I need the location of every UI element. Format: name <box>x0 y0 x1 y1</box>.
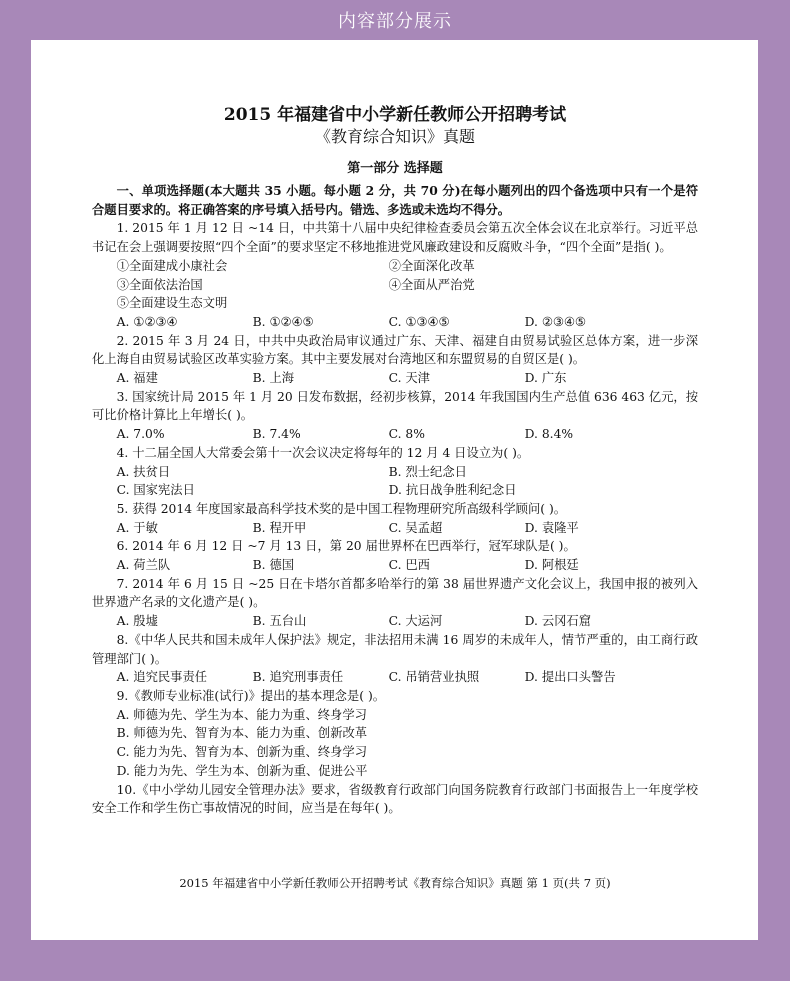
page-footer: 2015 年福建省中小学新任教师公开招聘考试《教育综合知识》真题 第 1 页(共 7 页) <box>179 876 611 890</box>
question-5-stem: 5. 获得 2014 年度国家最高科学技术奖的是中国工程物理研究所高级科学顾问( )。 <box>116 501 567 516</box>
question-1-options <box>92 313 698 332</box>
option: D. 云冈石窟 <box>524 614 592 629</box>
question-2-options <box>92 369 698 388</box>
option: A. 福建 <box>116 371 158 386</box>
list-item: ②全面深化改革 <box>388 258 475 273</box>
question-3-stem: 3. 国家统计局 2015 年 1 月 20 日发布数据，经初步核算，2014 年我国国内生产总值 636 463 亿元，按可比价格计算比上年增长( )。 <box>92 389 698 423</box>
option: A. 殷墟 <box>116 614 158 629</box>
question-6-options <box>92 556 698 575</box>
option: B. ①②④⑤ <box>252 314 314 329</box>
option: A. 荷兰队 <box>116 558 171 573</box>
question-8-stem: 8.《中华人民共和国未成年人保护法》规定，非法招用未满 16 周岁的未成年人，情节严重的，由工商行政管理部门( )。 <box>92 632 698 666</box>
option: B. 师德为先、智育为本、能力为重、创新改革 <box>116 726 368 741</box>
option: A. 于敏 <box>116 520 158 535</box>
question-6-stem: 6. 2014 年 6 月 12 日 ~7 月 13 日，第 20 届世界杯在巴西举行，冠军球队是( )。 <box>116 539 576 554</box>
question-3-options <box>92 425 698 444</box>
question-4-options <box>92 463 698 482</box>
question-10-stem: 10.《中小学幼儿园安全管理办法》要求，省级教育行政部门向国务院教育行政部门书面报告上一年度学校安全工作和学生伤亡事故情况的时间，应当是在每年( )。 <box>92 782 698 816</box>
option: D. ②③④⑤ <box>524 314 586 329</box>
option: C. 能力为先、智育为本、创新为重、终身学习 <box>116 745 368 760</box>
option: A. ①②③④ <box>116 314 178 329</box>
option: C. 天津 <box>388 371 430 386</box>
instructions: 一、单项选择题(本大题共 35 小题。每小题 2 分，共 70 分)在每小题列出的四个备选项中只有一个是符合题目要求的。将正确答案的序号填入括号内。错选、多选或未选均不得分。 <box>92 183 698 217</box>
question-7-stem: 7. 2014 年 6 月 15 日 ~25 日在卡塔尔首都多哈举行的第 38 届世界遗产文化会议上，我国申报的被列入世界遗产名录的文化遗产是( )。 <box>92 576 698 610</box>
option: B. 烈士纪念日 <box>388 464 467 479</box>
question-2-stem: 2. 2015 年 3 月 24 日，中共中央政治局审议通过广东、天津、福建自由贸易试验区总体方案，进一步深化上海自由贸易试验区改革实验方案。其中主要发展对台湾地区和东盟贸易的自贸区是( )。 <box>92 333 698 367</box>
option: C. 吴孟超 <box>388 520 443 535</box>
list-item: ⑤全面建设生态文明 <box>116 296 228 311</box>
option: D. 能力为先、学生为本、创新为重、促进公平 <box>116 763 368 778</box>
option: B. 程开甲 <box>252 520 307 535</box>
question-5-options <box>92 519 698 538</box>
section-heading: 第一部分 选择题 <box>347 161 443 176</box>
document-content <box>92 64 698 818</box>
option: A. 扶贫日 <box>116 464 171 479</box>
question-1-stem: 1. 2015 年 1 月 12 日 ~14 日，中共第十八届中央纪律检查委员会第五次全体会议在北京举行。习近平总书记在会上强调要按照“四个全面”的要求坚定不移地推进党风廉政建设和反腐败斗争，“四个全面”是指( )。 <box>92 221 698 255</box>
option: C. ①③④⑤ <box>388 314 450 329</box>
option: B. 德国 <box>252 558 295 573</box>
question-4-options <box>92 481 698 500</box>
question-4-stem: 4. 十二届全国人大常委会第十一次会议决定将每年的 12 月 4 日设立为( )。 <box>116 445 530 460</box>
list-item: ①全面建成小康社会 <box>116 258 228 273</box>
option: B. 五台山 <box>252 614 307 629</box>
banner-title: 内容部分展示 <box>338 11 452 32</box>
question-7-options <box>92 612 698 631</box>
option: C. 巴西 <box>388 558 430 573</box>
question-9-stem: 9.《教师专业标准(试行)》提出的基本理念是( )。 <box>116 688 386 703</box>
option: C. 国家宪法日 <box>116 483 195 498</box>
option: D. 阿根廷 <box>524 558 579 573</box>
list-item: ③全面依法治国 <box>116 277 203 292</box>
option: B. 上海 <box>252 371 295 386</box>
option: C. 8% <box>388 427 425 442</box>
document-title: 2015 年福建省中小学新任教师公开招聘考试 <box>223 105 567 125</box>
option: D. 8.4% <box>524 427 574 442</box>
option: B. 追究刑事责任 <box>252 670 344 685</box>
option: A. 师德为先、学生为本、能力为重、终身学习 <box>116 707 367 722</box>
option: D. 广东 <box>524 371 567 386</box>
option: A. 追究民事责任 <box>116 670 208 685</box>
option: D. 提出口头警告 <box>524 670 616 685</box>
question-8-options <box>92 668 698 687</box>
option: A. 7.0% <box>116 427 165 442</box>
question-1-items <box>92 276 698 295</box>
list-item: ④全面从严治党 <box>388 277 475 292</box>
option: B. 7.4% <box>252 427 301 442</box>
question-1-items <box>92 257 698 276</box>
option: C. 吊销营业执照 <box>388 670 480 685</box>
option: D. 袁隆平 <box>524 520 579 535</box>
option: C. 大运河 <box>388 614 443 629</box>
document-subtitle: 《教育综合知识》真题 <box>314 127 475 146</box>
option: D. 抗日战争胜利纪念日 <box>388 483 517 498</box>
